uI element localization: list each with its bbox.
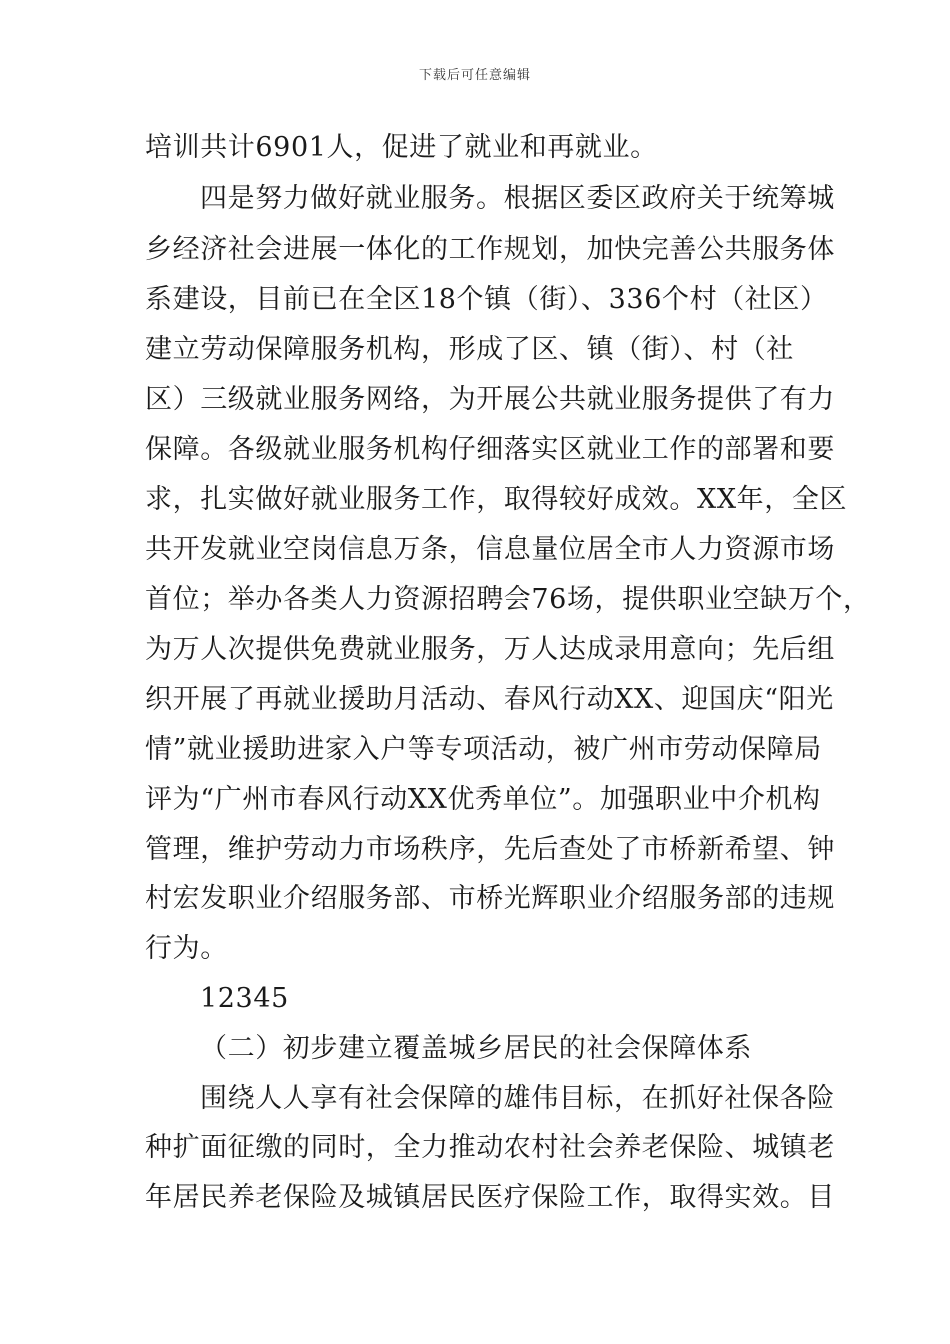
section-heading: （二）初步建立覆盖城乡居民的社会保障体系 <box>200 1033 752 1064</box>
text-line: 培训共计6901人，促进了就业和再就业。 <box>145 132 658 163</box>
text-line: 系建设，目前已在全区18个镇（街）、336个村（社区） <box>145 284 828 315</box>
text-line: 乡经济社会进展一体化的工作规划，加快完善公共服务体 <box>145 234 835 265</box>
text-line: 保障。各级就业服务机构仔细落实区就业工作的部署和要 <box>145 434 835 465</box>
paragraph-first-line: 围绕人人享有社会保障的雄伟目标，在抓好社保各险 <box>200 1083 835 1114</box>
paragraph-first-line: 四是努力做好就业服务。根据区委区政府关于统筹城 <box>200 183 835 214</box>
text-line: 种扩面征缴的同时，全力推动农村社会养老保险、城镇老 <box>145 1132 835 1163</box>
text-line: 区）三级就业服务网络，为开展公共就业服务提供了有力 <box>145 384 835 415</box>
page-number-text: 12345 <box>200 983 289 1014</box>
text-line: 行为。 <box>145 933 228 964</box>
text-line: 织开展了再就业援助月活动、春风行动XX、迎国庆“阳光 <box>145 684 834 715</box>
text-line: 求，扎实做好就业服务工作，取得较好成效。XX年，全区 <box>145 484 848 515</box>
text-line: 村宏发职业介绍服务部、市桥光辉职业介绍服务部的违规 <box>145 883 835 914</box>
text-line: 情”就业援助进家入户等专项活动，被广州市劳动保障局 <box>145 734 822 765</box>
text-line: 评为“广州市春风行动XX优秀单位”。加强职业中介机构 <box>145 784 821 815</box>
text-line: 为万人次提供免费就业服务，万人达成录用意向；先后组 <box>145 634 835 665</box>
text-line: 管理，维护劳动力市场秩序，先后查处了市桥新希望、钟 <box>145 834 835 865</box>
text-line: 首位；举办各类人力资源招聘会76场，提供职业空缺万个， <box>145 584 871 615</box>
text-line: 年居民养老保险及城镇居民医疗保险工作，取得实效。目 <box>145 1182 835 1213</box>
page-header: 下载后可任意编辑 <box>418 68 531 83</box>
text-line: 共开发就业空岗信息万条，信息量位居全市人力资源市场 <box>145 534 835 565</box>
text-line: 建立劳动保障服务机构，形成了区、镇（街）、村（社 <box>145 334 794 365</box>
